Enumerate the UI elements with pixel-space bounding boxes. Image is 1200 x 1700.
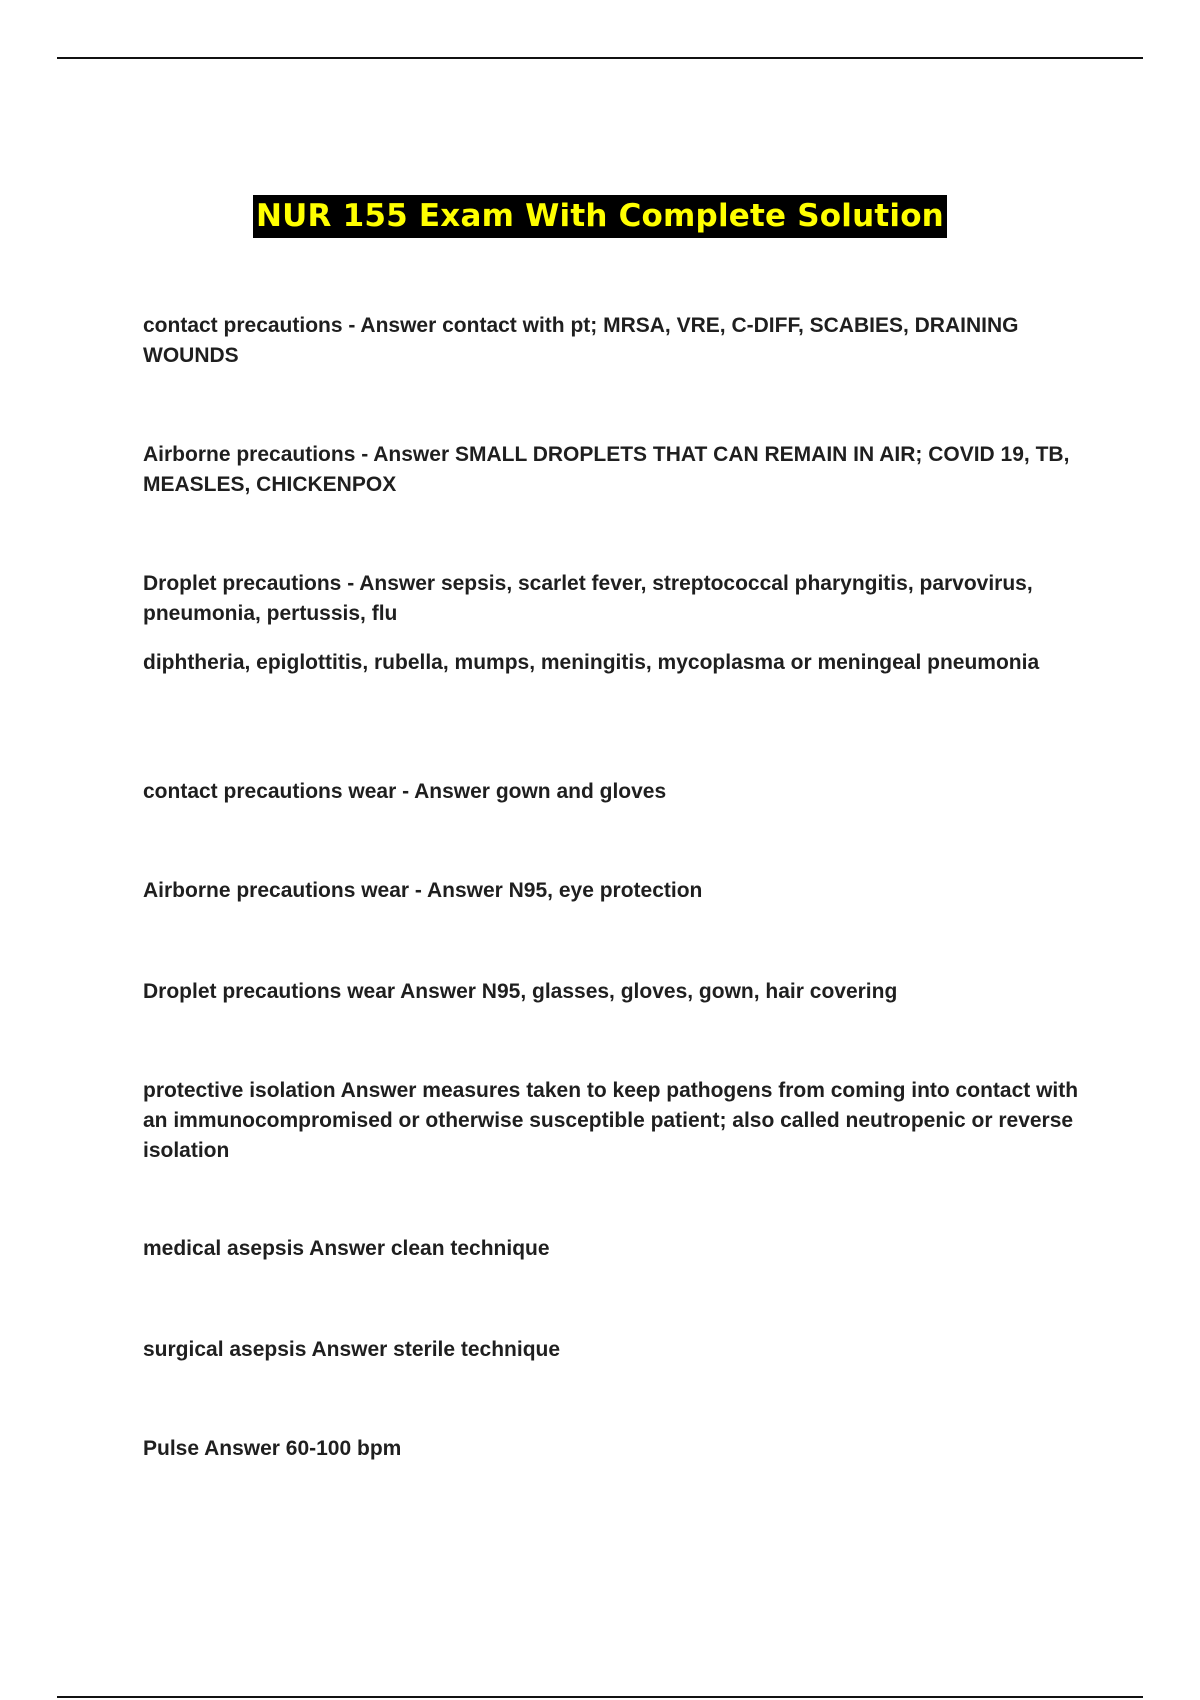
qa-entry-droplet-continued: diphtheria, epiglottitis, rubella, mumps, meningitis, mycoplasma or meningeal pneumonia [143, 651, 1040, 674]
qa-entry-protective-isolation: protective isolation Answer measures taken to keep pathogens from coming into contact with an immunocompromised or otherwise susceptible patient; also called neutropenic or reverse isolation [143, 1079, 1079, 1162]
qa-entry-pulse: Pulse Answer 60-100 bpm [143, 1437, 402, 1460]
top-divider [57, 57, 1143, 59]
bottom-divider [57, 1696, 1143, 1698]
qa-entry-droplet-precautions: Droplet precautions - Answer sepsis, scarlet fever, streptococcal pharyngitis, parvovirus, pneumonia, pertussis, flu [143, 572, 1033, 625]
qa-entry-medical-asepsis: medical asepsis Answer clean technique [143, 1237, 550, 1260]
title-container [0, 195, 1200, 238]
qa-entry-airborne-precautions: Airborne precautions - Answer SMALL DROPLETS THAT CAN REMAIN IN AIR; COVID 19, TB, MEASLES, CHICKENPOX [143, 443, 1070, 496]
qa-entry-contact-precautions: contact precautions - Answer contact with pt; MRSA, VRE, C-DIFF, SCABIES, DRAINING WOUNDS [143, 314, 1019, 367]
qa-entry-contact-wear: contact precautions wear - Answer gown and gloves [143, 780, 667, 803]
qa-entry-airborne-wear: Airborne precautions wear - Answer N95, eye protection [143, 879, 703, 902]
qa-entry-droplet-wear: Droplet precautions wear Answer N95, glasses, gloves, gown, hair covering [143, 980, 898, 1003]
qa-entry-surgical-asepsis: surgical asepsis Answer sterile technique [143, 1338, 561, 1361]
document-title: NUR 155 Exam With Complete Solution [253, 195, 947, 238]
